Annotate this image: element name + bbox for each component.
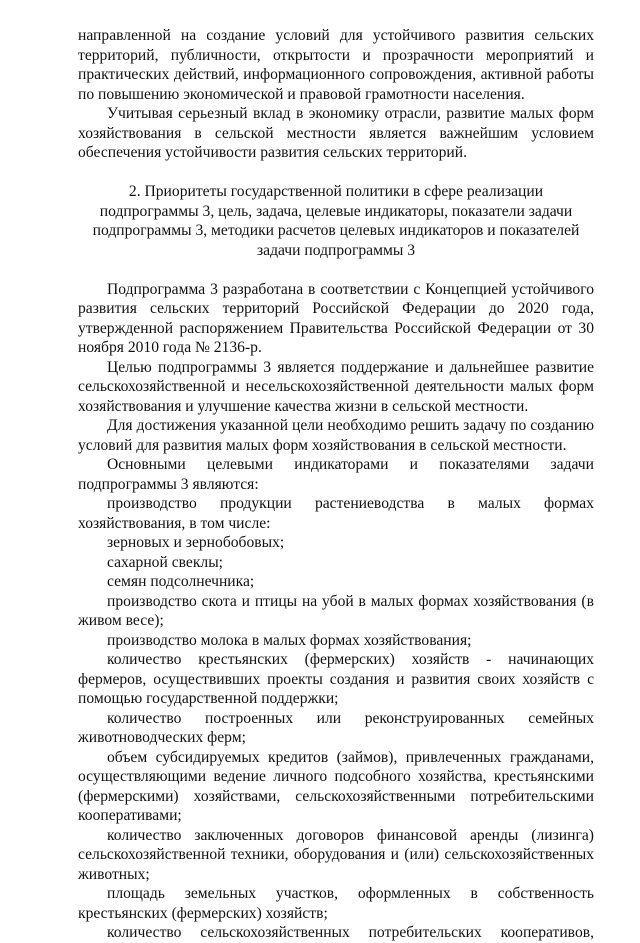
list-item: сахарной свеклы;	[107, 553, 224, 571]
list-item: количество построенных или реконструированных семейных животноводческих ферм;	[78, 709, 594, 746]
intro-paragraph-1: направленной на создание условий для устойчивого развития сельских территорий, публичности, открытости и прозрачности мероприятий и практических действий, информационного сопровождения, активной работы по повышению экономической и правовой грамотности населения.	[78, 27, 594, 103]
list-item: количество сельскохозяйственных потребительских кооперативов,	[107, 924, 594, 941]
section-heading: 2. Приоритеты государственной политики в сфере реализации подпрограммы 3, цель, задача, целевые индикаторы, показатели задачи подпрограммы 3, методики расчетов целевых индикаторов и показателей задачи подпрограммы 3	[92, 183, 580, 259]
section-paragraph-3: Для достижения указанной цели необходимо решить задачу по созданию условий для развития малых форм хозяйствования в сельской местности.	[78, 417, 594, 454]
list-item: производство скота и птицы на убой в малых формах хозяйствования (в живом весе);	[78, 592, 594, 629]
document-page	[78, 26, 594, 943]
indicator-list	[78, 494, 594, 943]
list-item: зерновых и зернобобовых;	[107, 534, 285, 551]
list-item: семян подсолнечника;	[107, 573, 255, 590]
list-item: объем субсидируемых кредитов (займов), привлеченных гражданами, осуществляющими ведение личного подсобного хозяйства, крестьянскими (фермерскими) хозяйствами, сельскохозяйственными потребительскими кооперативами;	[78, 748, 594, 824]
intro-paragraph-2: Учитывая серьезный вклад в экономику отрасли, развитие малых форм хозяйствования в сельской местности является важнейшим условием обеспечения устойчивости развития сельских территорий.	[78, 105, 594, 161]
section-paragraph-1: Подпрограмма 3 разработана в соответствии с Концепцией устойчивого развития сельских территорий Российской Федерации до 2020 года, утвержденной распоряжением Правительства Российской Федерации от 30 ноября 2010 года № 2136-р.	[78, 280, 594, 356]
list-item: количество крестьянских (фермерских) хозяйств - начинающих фермеров, осуществивших проекты создания и развития своих хозяйств с помощью государственной поддержки;	[78, 651, 594, 707]
list-item: производство молока в малых формах хозяйствования;	[107, 631, 472, 649]
section-paragraph-4: Основными целевыми индикаторами и показателями задачи подпрограммы 3 являются:	[78, 456, 594, 493]
list-item: производство продукции растениеводства в малых формах хозяйствования, в том числе:	[78, 495, 594, 532]
list-item: площадь земельных участков, оформленных в собственность крестьянских (фермерских) хозяйств;	[78, 885, 594, 922]
list-item: количество заключенных договоров финансовой аренды (лизинга) сельскохозяйственной техники, оборудования и (или) сельскохозяйственных животных;	[78, 826, 594, 883]
section-paragraph-2: Целью подпрограммы 3 является поддержание и дальнейшее развитие сельскохозяйственной и несельскохозяйственной деятельности малых форм хозяйствования и улучшение качества жизни в сельской местности.	[78, 358, 594, 415]
